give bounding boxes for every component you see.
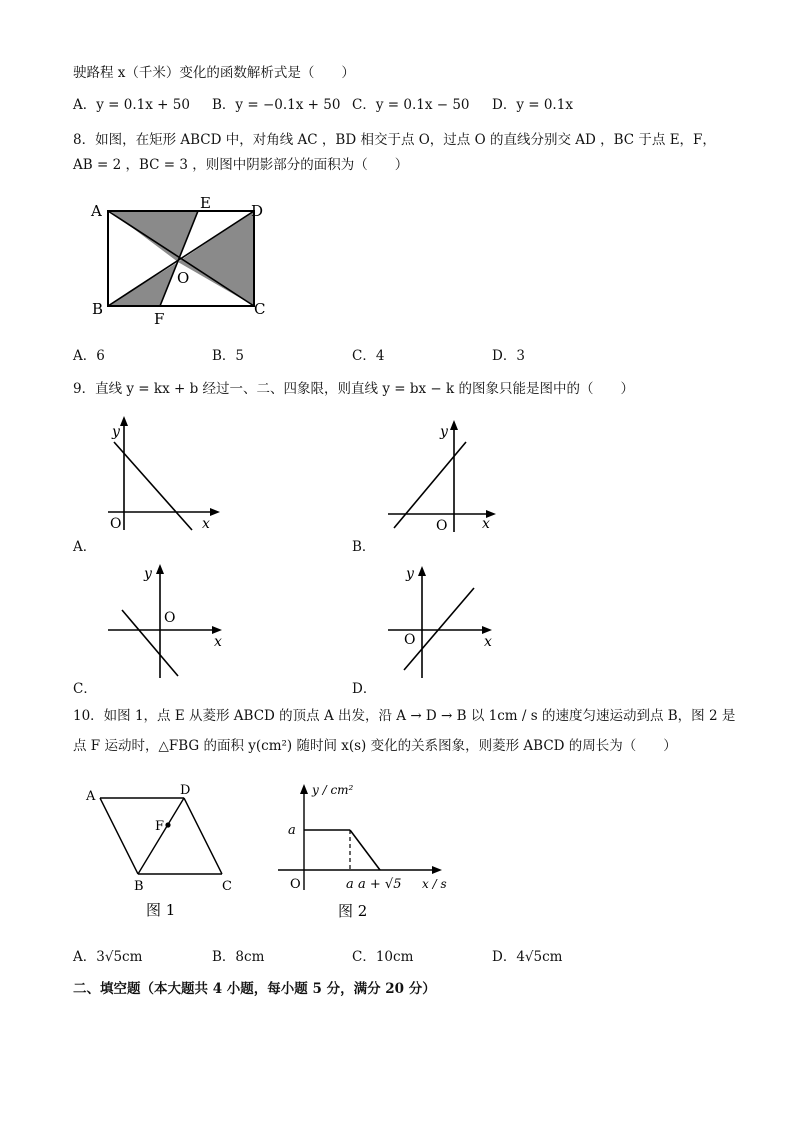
q7-option-a: A．y = 0.1x + 50 <box>73 97 190 113</box>
q8-option-a: A．6 <box>73 348 105 364</box>
q9a-origin: O <box>110 516 122 532</box>
q10-label-c: C <box>222 879 232 894</box>
q9c-origin: O <box>164 610 176 626</box>
q8-label-c: C <box>254 300 266 318</box>
q8-stem-line1: 8．如图，在矩形 ABCD 中，对角线 AC ，BD 相交于点 O，过点 O 的直线分别交 AD ，BC 于点 E，F， <box>73 132 716 148</box>
q8-label-f: F <box>154 310 165 328</box>
q10-option-a: A．3√5cm <box>73 949 143 965</box>
q9-option-d: D． <box>352 681 377 697</box>
q10-fig2-origin: O <box>290 877 301 892</box>
q9-graph-c <box>104 560 234 682</box>
q10-option-b: B．8cm <box>212 949 265 965</box>
q10-figure-2-caption: 图 2 <box>338 902 368 920</box>
q9-graph-a <box>96 412 226 534</box>
q10-stem-line2: 点 F 运动时，△FBG 的面积 y(cm²) 随时间 x(s) 变化的关系图象，则菱形 ABCD 的周长为（ ） <box>73 738 677 754</box>
q8-label-o: O <box>177 269 190 287</box>
q8-stem-line2: AB = 2 ，BC = 3 ，则图中阴影部分的面积为（ ） <box>73 157 409 173</box>
q10-fig2-x-label: x / s <box>422 877 447 891</box>
q10-option-d: D．4√5cm <box>492 949 563 965</box>
q8-option-b: B．5 <box>212 348 245 364</box>
q10-stem-line1: 10．如图 1，点 E 从菱形 ABCD 的顶点 A 出发，沿 A → D → B 以 1cm / s 的速度匀速运动到点 B，图 2 是 <box>73 708 736 724</box>
q9c-x-label: x <box>214 634 222 650</box>
q10-label-b: B <box>134 879 144 894</box>
q10-figure-1-caption: 图 1 <box>146 901 176 919</box>
q10-fig2-a-x: a <box>346 877 354 892</box>
q9-option-b: B． <box>352 539 376 555</box>
q10-label-a: A <box>86 789 96 804</box>
section-2-title: 二、填空题（本大题共 4 小题，每小题 5 分，满分 20 分） <box>73 981 436 997</box>
q7-option-c: C．y = 0.1x − 50 <box>352 97 470 113</box>
q9-graph-b <box>384 412 514 534</box>
q10-label-f: F <box>155 819 165 834</box>
q9-graph-d <box>384 560 514 682</box>
q8-label-d: D <box>251 202 264 220</box>
q10-label-d: D <box>180 783 191 798</box>
q10-option-c: C．10cm <box>352 949 414 965</box>
q8-label-e: E <box>200 194 211 212</box>
q9d-y-label: y <box>406 566 414 582</box>
q9-option-c: C． <box>73 681 97 697</box>
q9b-origin: O <box>436 518 448 534</box>
q7-option-d: D．y = 0.1x <box>492 97 573 113</box>
q7-stem-tail: 驶路程 x（千米）变化的函数解析式是（ ） <box>73 65 355 81</box>
q9b-x-label: x <box>482 516 490 532</box>
q10-fig2-y-label: y / cm² <box>312 783 354 797</box>
q9d-x-label: x <box>484 634 492 650</box>
q8-rectangle-figure <box>88 190 278 330</box>
q8-label-a: A <box>91 202 102 220</box>
q9d-origin: O <box>404 632 416 648</box>
q9-stem: 9．直线 y = kx + b 经过一、二、四象限，则直线 y = bx − k 的图象只能是图中的（ ） <box>73 381 634 397</box>
q10-fig2-a-plus: a + √5 <box>358 877 402 892</box>
q7-option-b: B．y = −0.1x + 50 <box>212 97 341 113</box>
q9a-y-label: y <box>112 424 120 440</box>
q9b-y-label: y <box>440 424 448 440</box>
q9-option-a: A． <box>73 539 97 555</box>
q10-figure-2-graph <box>270 776 470 926</box>
q9c-y-label: y <box>144 566 152 582</box>
q9a-x-label: x <box>202 516 210 532</box>
q10-fig2-a-y: a <box>288 823 296 838</box>
q8-label-b: B <box>92 300 104 318</box>
q8-option-d: D．3 <box>492 348 525 364</box>
q8-option-c: C．4 <box>352 348 385 364</box>
q10-figure-1-rhombus <box>80 780 250 920</box>
